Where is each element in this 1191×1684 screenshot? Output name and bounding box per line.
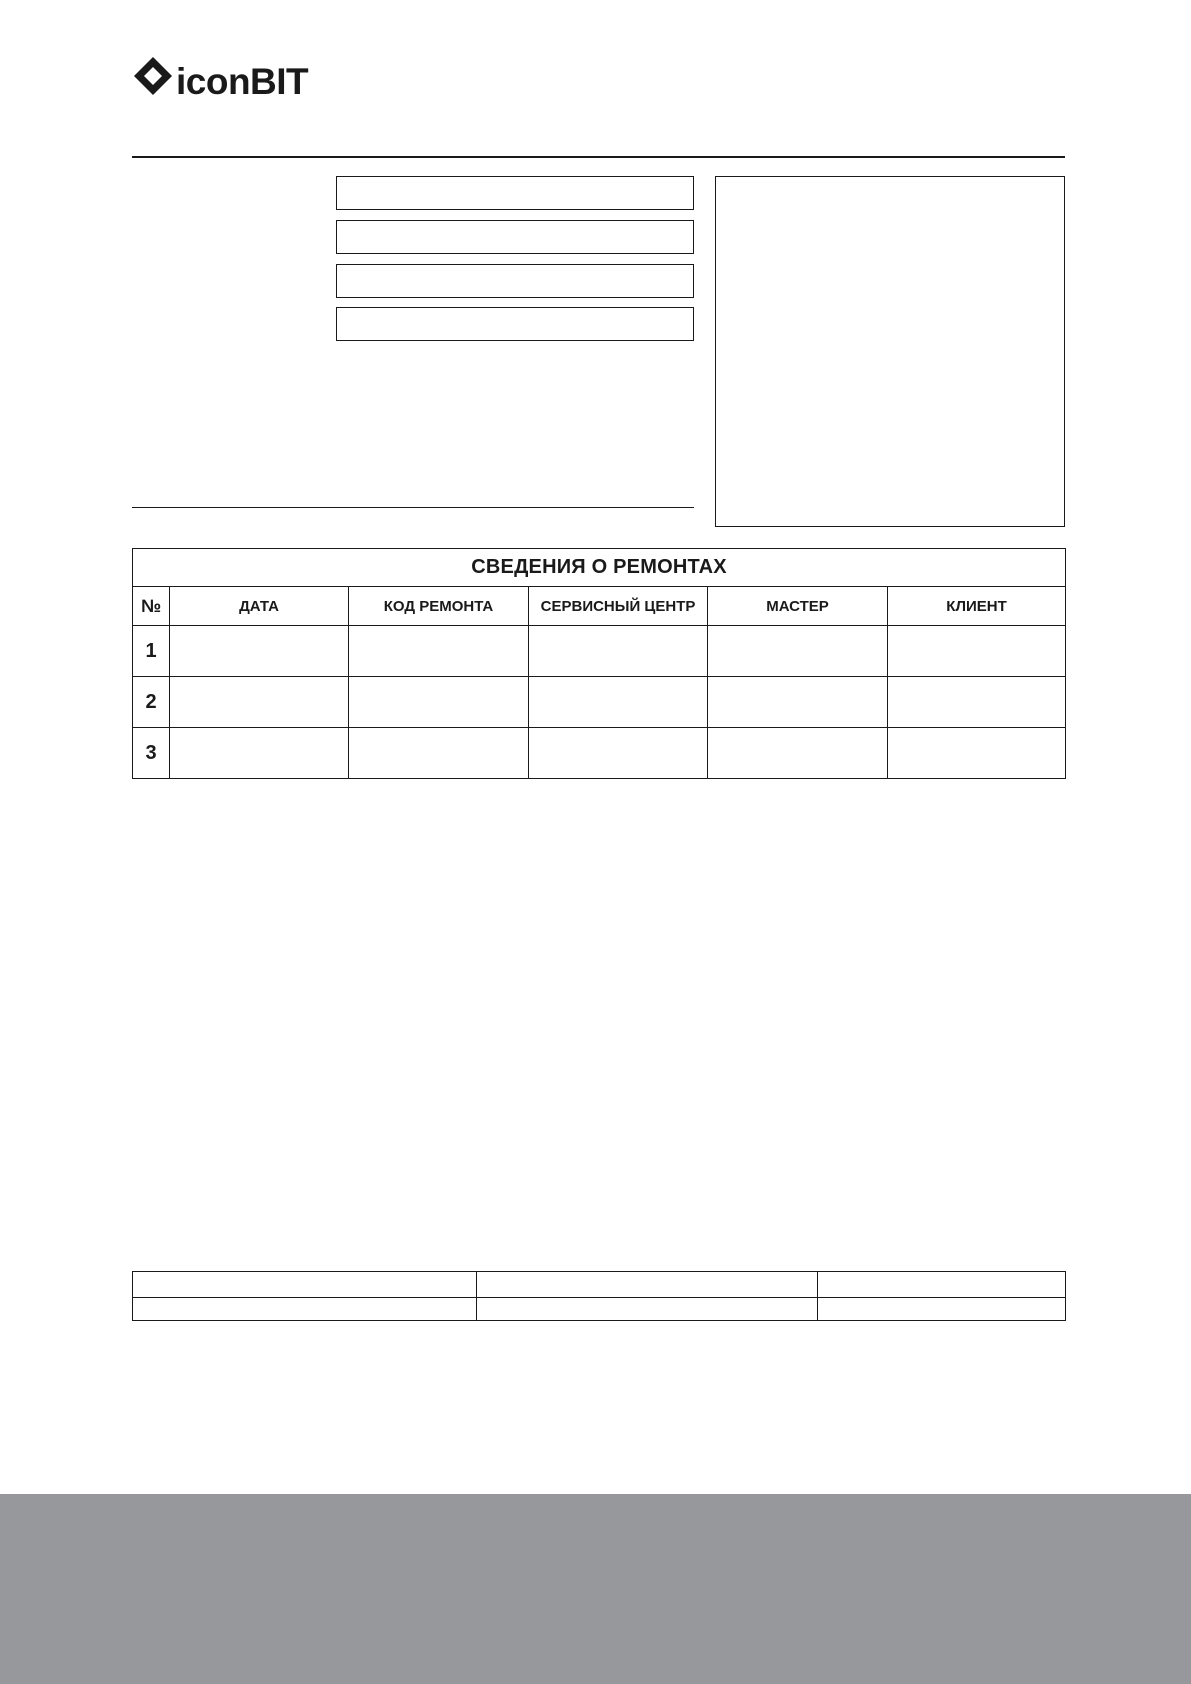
cell-master[interactable] [708,626,888,677]
signature-line[interactable] [132,507,694,508]
cell-date[interactable] [170,677,349,728]
cell-repair-code[interactable] [349,677,529,728]
bottom-cell[interactable] [133,1298,477,1321]
cell-service-center[interactable] [529,728,708,779]
diamond-logo-icon [134,57,172,95]
table-header-row [133,587,1066,626]
bottom-cell[interactable] [133,1272,477,1298]
form-field-2[interactable] [336,220,694,254]
row-number: 3 [133,728,170,779]
column-header-number: № [133,587,170,626]
table-row [133,677,1066,728]
form-field-3[interactable] [336,264,694,298]
cell-master[interactable] [708,677,888,728]
cell-date[interactable] [170,728,349,779]
cell-master[interactable] [708,728,888,779]
footer-band [0,1494,1191,1684]
repairs-table-title: СВЕДЕНИЯ О РЕМОНТАХ [133,549,1066,587]
bottom-cell[interactable] [818,1272,1066,1298]
bottom-cell[interactable] [477,1298,818,1321]
cell-client[interactable] [888,677,1066,728]
bottom-form-table [132,1271,1066,1321]
repairs-table [132,548,1066,779]
bottom-cell[interactable] [477,1272,818,1298]
stamp-box [715,176,1065,527]
table-row [133,626,1066,677]
table-row [133,728,1066,779]
column-header-date: ДАТА [170,587,349,626]
cell-service-center[interactable] [529,626,708,677]
cell-client[interactable] [888,626,1066,677]
brand-logo [132,56,342,100]
header-divider [132,156,1065,158]
column-header-repair-code: КОД РЕМОНТА [349,587,529,626]
brand-logo-text: iconBIT [176,61,309,100]
form-field-1[interactable] [336,176,694,210]
bottom-cell[interactable] [818,1298,1066,1321]
column-header-master: МАСТЕР [708,587,888,626]
row-number: 1 [133,626,170,677]
column-header-service-center: СЕРВИСНЫЙ ЦЕНТР [529,587,708,626]
form-field-4[interactable] [336,307,694,341]
cell-repair-code[interactable] [349,626,529,677]
cell-service-center[interactable] [529,677,708,728]
cell-repair-code[interactable] [349,728,529,779]
column-header-client: КЛИЕНТ [888,587,1066,626]
cell-client[interactable] [888,728,1066,779]
row-number: 2 [133,677,170,728]
bottom-form-row [133,1298,1066,1321]
bottom-form-row [133,1272,1066,1298]
cell-date[interactable] [170,626,349,677]
